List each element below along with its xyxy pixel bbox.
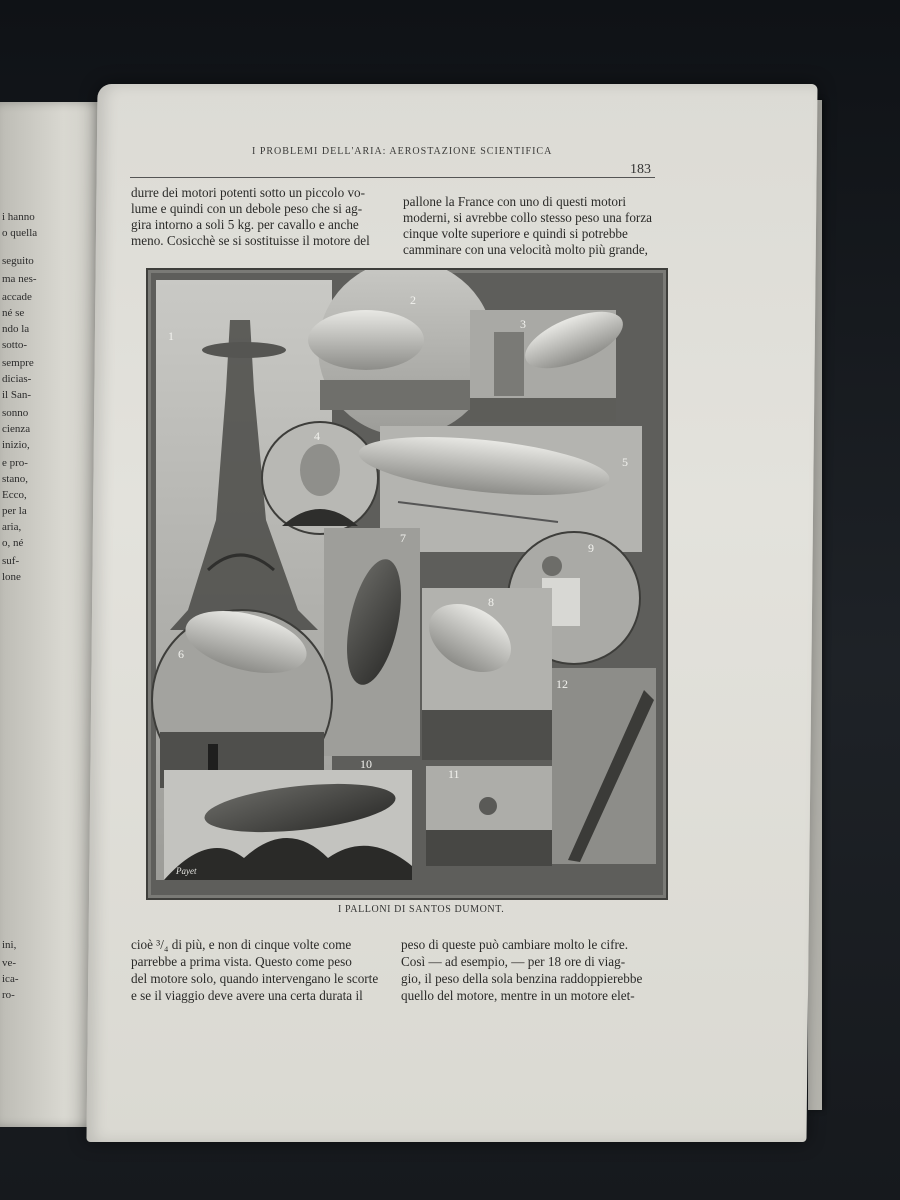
bottom-right-column (401, 936, 642, 1004)
left-page-fragment: sempre (2, 357, 34, 369)
left-page-fragment: Ecco, (2, 489, 27, 501)
text-line: cioè ³/₄ di più, e non di cinque volte come (131, 937, 352, 952)
panel-8 (417, 588, 552, 760)
left-page-fragment: ini, (2, 939, 17, 951)
text-line: durre dei motori potenti sotto un piccolo vo- (131, 185, 366, 200)
panel-7 (324, 528, 420, 756)
left-page-fragment: ica- (2, 973, 19, 985)
left-page-fragment: suf- (2, 555, 20, 567)
text-line: Così — ad esempio, — per 18 ore di viag- (401, 954, 626, 969)
running-head: I PROBLEMI DELL'ARIA: AEROSTAZIONE SCIENTIFICA (252, 146, 553, 157)
left-page-fragment: sonno (2, 407, 29, 419)
plate-caption: I PALLONI DI SANTOS DUMONT. (338, 904, 505, 915)
left-page-fragment: o, né (2, 537, 24, 549)
text-line: gio, il peso della sola benzina raddoppierebbe (401, 971, 643, 986)
panel-number: 3 (520, 317, 526, 331)
text-line: meno. Cosicchè se si sostituisse il motore del (131, 233, 370, 248)
panel-number: 2 (410, 293, 416, 307)
left-page-fragment: stano, (2, 473, 28, 485)
left-page-fragment: accade (2, 291, 32, 303)
bottom-left-column (131, 936, 378, 1004)
left-page-fragment: aria, (2, 521, 22, 533)
left-page-fragment: ve- (2, 957, 17, 969)
panel-number: 4 (314, 429, 320, 443)
panel-number: 6 (178, 647, 184, 661)
text-line: camminare con una velocità molto più grande, (403, 242, 648, 257)
text-line: quello del motore, mentre in un motore elet- (401, 988, 635, 1003)
panel-portrait (262, 422, 378, 534)
text-line: gira intorno a soli 5 kg. per cavallo e anche (131, 217, 359, 232)
left-page-fragment: sotto- (2, 339, 28, 351)
plate-collage (148, 270, 666, 898)
text-line: del motore solo, quando intervengano le scorte (131, 971, 379, 986)
text-line: e se il viaggio deve avere una certa durata il (131, 988, 363, 1003)
left-page-fragment: i hanno (2, 211, 35, 223)
panel-11 (426, 766, 552, 866)
text-line: lume e quindi con un debole peso che si ag- (131, 201, 363, 216)
panel-number: 9 (588, 541, 594, 555)
photo-plate (146, 268, 668, 900)
top-left-column (131, 185, 370, 249)
top-right-column (403, 194, 652, 258)
panel-12 (552, 668, 656, 864)
engraver-signature: Payet (176, 866, 197, 876)
text-line: peso di queste può cambiare molto le cifre. (401, 937, 629, 952)
left-page-fragment: ro- (2, 989, 15, 1001)
panel-number: 10 (360, 757, 372, 771)
left-page-fragment: per la (2, 505, 27, 517)
panel-3 (470, 300, 630, 422)
left-page-fragment: ma nes- (2, 273, 37, 285)
panel-number: 8 (488, 595, 494, 609)
text-line: moderni, si avrebbe collo stesso peso una forza (403, 210, 653, 225)
panel-number: 12 (556, 677, 568, 691)
panel-10 (164, 770, 412, 880)
panel-2 (308, 270, 494, 436)
header-rule (130, 177, 655, 178)
left-page-fragment: il San- (2, 389, 32, 401)
panel-number: 11 (448, 767, 460, 781)
left-page-fragment: inizio, (2, 439, 30, 451)
left-page-fragment: o quella (2, 227, 38, 239)
text-line: pallone la France con uno di questi motori (403, 194, 627, 209)
page-number: 183 (630, 162, 651, 177)
left-page-fragment: lone (2, 571, 21, 583)
left-page-fragment: seguito (2, 255, 34, 267)
left-page-fragment: e pro- (2, 457, 28, 469)
panel-number: 7 (400, 531, 406, 545)
text-line: parrebbe a prima vista. Questo come peso (131, 954, 352, 969)
panel-number: 5 (622, 455, 628, 469)
panel-number: 1 (168, 329, 174, 343)
left-page-fragment: cienza (2, 423, 31, 435)
left-page-fragment: ndo la (2, 323, 30, 335)
left-page-fragment: dicias- (2, 373, 32, 385)
text-line: cinque volte superiore e quindi si potrebbe (403, 226, 628, 241)
left-page-fragment: né se (2, 307, 25, 319)
